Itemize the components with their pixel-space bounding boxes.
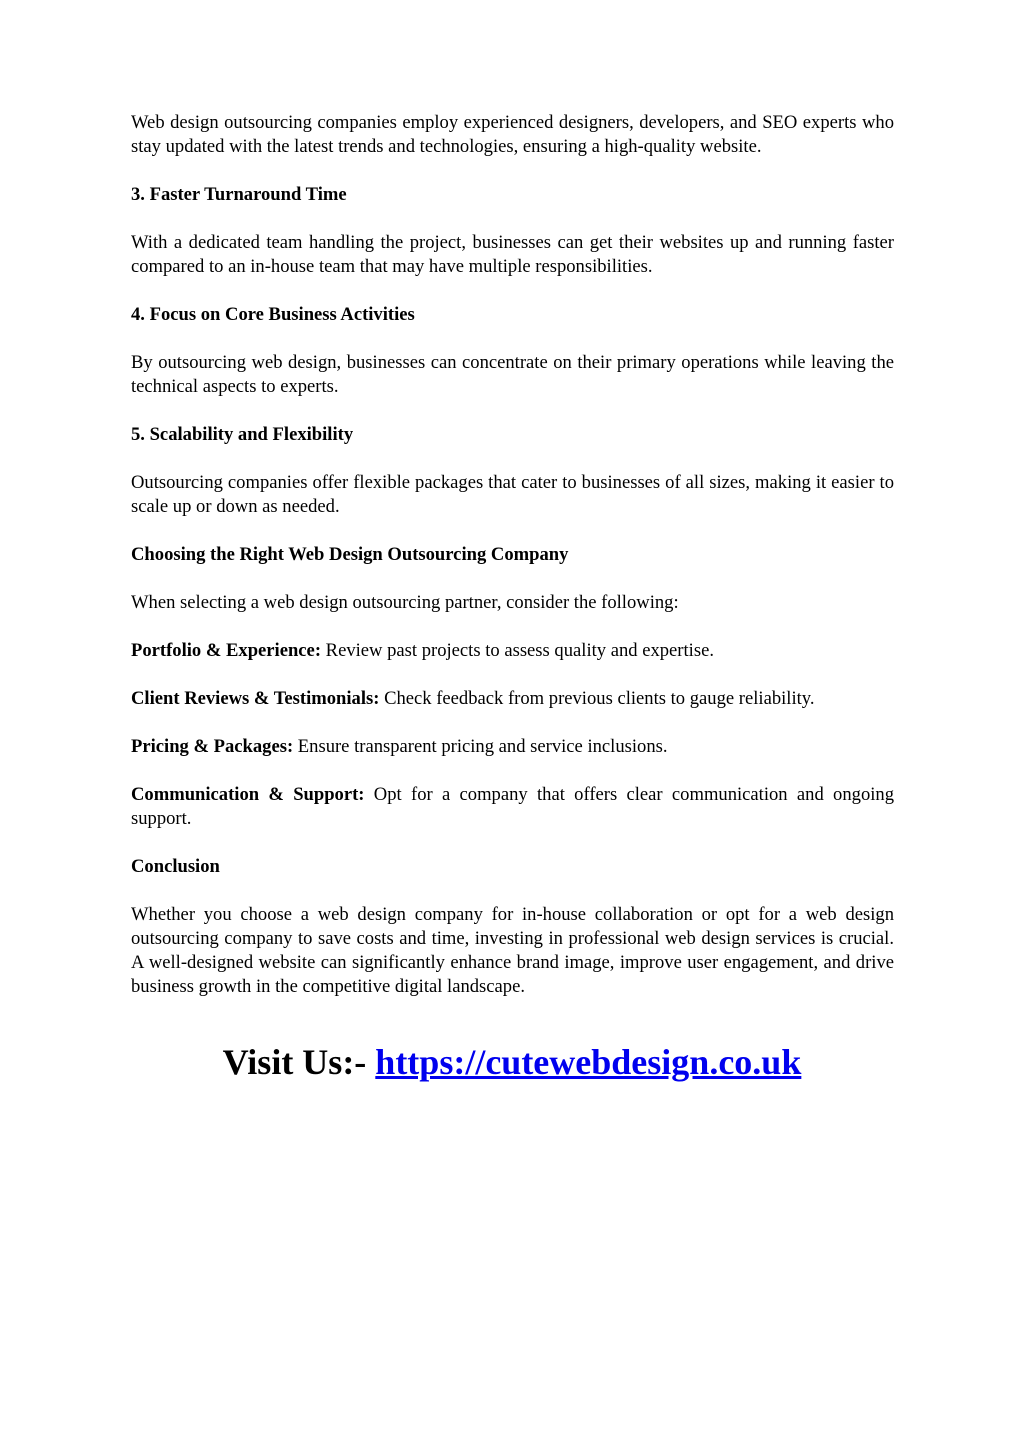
visit-us-line xyxy=(0,1040,1024,1084)
criteria-text: Ensure transparent pricing and service inclusions. xyxy=(293,736,668,757)
section-body-core-business: By outsourcing web design, businesses can concentrate on their primary operations while leaving the technical aspects to experts. xyxy=(131,352,894,397)
criteria-term: Communication & Support: xyxy=(131,784,365,805)
section-heading-scalability: 5. Scalability and Flexibility xyxy=(131,424,354,445)
section-body-turnaround: With a dedicated team handling the project, businesses can get their websites up and running faster compared to an in-house team that may have multiple responsibilities. xyxy=(131,232,894,277)
choosing-heading: Choosing the Right Web Design Outsourcing Company xyxy=(131,544,569,565)
conclusion-body: Whether you choose a web design company for in-house collaboration or opt for a web design outsourcing company to save costs and time, investing in professional web design services is crucial. A well-designed website can significantly enhance brand image, improve user engagement, and drive business growth in the competitive digital landscape. xyxy=(131,904,894,997)
criteria-item-portfolio xyxy=(131,639,894,663)
criteria-item-pricing xyxy=(131,735,894,759)
section-heading-core-business: 4. Focus on Core Business Activities xyxy=(131,304,415,325)
section-body-scalability: Outsourcing companies offer flexible packages that cater to businesses of all sizes, making it easier to scale up or down as needed. xyxy=(131,472,894,517)
criteria-text: Check feedback from previous clients to gauge reliability. xyxy=(379,688,815,709)
criteria-term: Pricing & Packages: xyxy=(131,736,294,757)
choosing-intro: When selecting a web design outsourcing partner, consider the following: xyxy=(131,592,679,613)
website-link[interactable]: https://cutewebdesign.co.uk xyxy=(375,1042,802,1082)
criteria-text: Opt for a company that offers clear communication and ongoing support. xyxy=(131,784,894,829)
criteria-item-communication xyxy=(131,783,894,831)
visit-us-label: Visit Us:- xyxy=(222,1042,376,1082)
criteria-term: Client Reviews & Testimonials: xyxy=(131,688,380,709)
document-body xyxy=(131,111,894,1023)
criteria-item-reviews xyxy=(131,687,894,711)
criteria-term: Portfolio & Experience: xyxy=(131,640,322,661)
criteria-text: Review past projects to assess quality and expertise. xyxy=(321,640,714,661)
section-heading-turnaround: 3. Faster Turnaround Time xyxy=(131,184,347,205)
conclusion-heading: Conclusion xyxy=(131,856,220,877)
intro-paragraph: Web design outsourcing companies employ experienced designers, developers, and SEO experts who stay updated with the latest trends and technologies, ensuring a high-quality website. xyxy=(131,112,894,157)
